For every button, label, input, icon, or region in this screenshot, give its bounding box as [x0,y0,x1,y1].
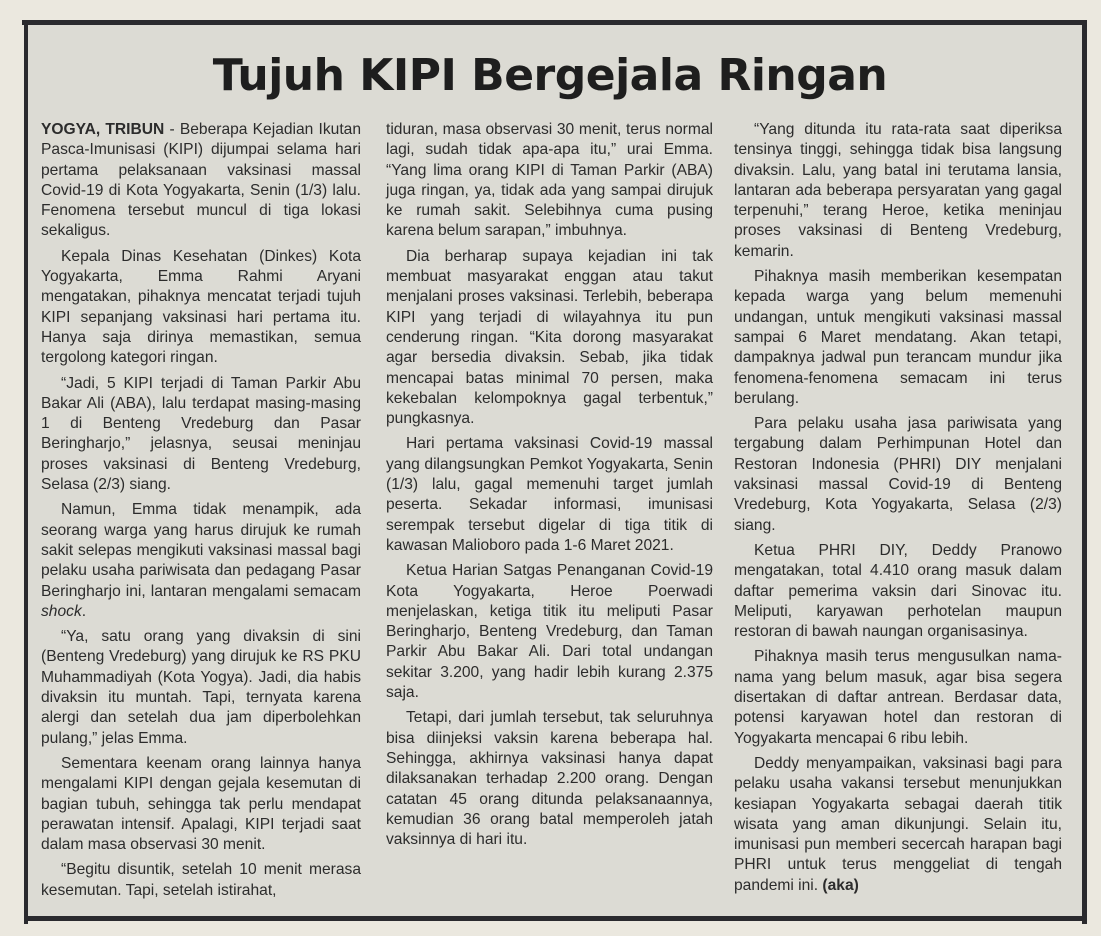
paragraph: “Begitu disuntik, setelah 10 menit merasa kesemutan. Tapi, setelah istirahat, [41,861,361,899]
paragraph [734,754,1062,896]
paragraph: Ketua Harian Satgas Penanganan Covid-19 Kota Yogyakarta, Heroe Poerwadi menjelaskan, ketiga titik itu meliputi Pasar Beringharjo, Benteng Vredeburg, dan Taman Parkir Abu Bakar Ali. Dari total undangan sekitar 3.200, yang hadir lebih kurang 2.375 saja. [386,562,713,702]
column-2 [386,120,713,855]
paragraph-text: Deddy menyampaikan, vaksinasi bagi para pelaku usaha vakansi tersebut menunjukkan kesiapan Yogyakarta sebagai daerah titik wisata yang aman dikunjungi. Selain itu, imunisasi pun memberi secercah harapan bagi PHRI untuk terus menggeliat di tengah pandemi ini. [734,754,1062,894]
paragraph: “Jadi, 5 KIPI terjadi di Taman Parkir Abu Bakar Ali (ABA), lalu terdapat masing-masing 1 di Benteng Vredeburg dan Pasar Beringharjo,” jelasnya, seusai meninjau proses vaksinasi di Benteng Vredeburg, Selasa (2/3) siang. [41,374,361,494]
author-credit: (aka) [822,876,859,894]
paragraph-text: Namun, Emma tidak menampik, ada seorang warga yang harus dirujuk ke rumah sakit selepas mengikuti vaksinasi massal bagi pelaku usaha pariwisata dan pedagang Pasar Beringharjo ini, lantaran mengalami semacam [41,501,361,600]
lead-text: - Beberapa Kejadian Ikutan Pasca-Imunisasi (KIPI) dijumpai selama hari pertama pelaksanaan vaksinasi massal Covid-19 di Kota Yogyakarta, Senin (1/3) lalu. Fenomena tersebut muncul di tiga lokasi sekaligus. [41,121,361,240]
headline: Tujuh KIPI Bergejala Ringan [212,50,888,101]
paragraph: Para pelaku usaha jasa pariwisata yang tergabung dalam Perhimpunan Hotel dan Restoran Indonesia (PHRI) DIY menjalani vaksinasi massal Covid-19 di Benteng Vredeburg, Kota Yogyakarta, Selasa (2/3) siang. [734,415,1062,534]
paragraph [41,500,361,622]
border-right [1082,20,1087,924]
paragraph: Pihaknya masih memberikan kesempatan kepada warga yang belum memenuhi undangan, untuk mengikuti vaksinasi massal sampai 6 Maret mendatang. Akan tetapi, dampaknya jadwal pun terancam mundur jika fenomena-fenomena semacam ini terus berulang. [734,268,1062,407]
paragraph: Tetapi, dari jumlah tersebut, tak seluruhnya bisa diinjeksi vaksin karena beberapa hal. Sehingga, akhirnya vaksinasi hanya dapat dilaksanakan terhadap 2.200 orang. Dengan catatan 45 orang ditunda pelaksanaannya, kemudian 36 orang batal memperoleh jatah vaksinnya di hari itu. [386,709,713,849]
paragraph: Hari pertama vaksinasi Covid-19 massal yang dilangsungkan Pemkot Yogyakarta, Senin (1/3) lalu, gagal memenuhi target jumlah peserta. Sekadar informasi, imunisasi serempak tersebut digelar di tiga titik di kawasan Malioboro pada 1-6 Maret 2021. [386,435,713,554]
paragraph: Kepala Dinas Kesehatan (Dinkes) Kota Yogyakarta, Emma Rahmi Aryani mengatakan, pihaknya mencatat terjadi tujuh KIPI sepanjang vaksinasi hari pertama itu. Hanya saja dirinya memastikan, semua tergolong kategori ringan. [41,247,361,367]
paragraph-text: . [81,602,87,620]
paragraph: “Yang ditunda itu rata-rata saat diperiksa tensinya tinggi, sehingga tidak bisa langsung divaksin. Lalu, yang batal ini terutama lansia, lantaran ada beberapa persyaratan yang gagal terpenuhi,” terang Heroe, ketika meninjau proses vaksinasi di Benteng Vredeburg, kemarin. [734,121,1062,260]
border-bottom [24,916,1087,921]
paragraph: tiduran, masa observasi 30 menit, terus normal lagi, sudah tidak apa-apa itu,” urai Emma. “Yang lima orang KIPI di Taman Parkir (ABA) juga ringan, ya, tidak ada yang sampai dirujuk ke rumah sakit. Selebihnya cuma pusing karena belum sarapan,” imbuhnya. [386,121,713,240]
paragraph: Pihaknya masih terus mengusulkan nama-nama yang belum masuk, agar bisa segera disertakan di daftar antrean. Berdasar data, potensi karyawan hotel dan restoran di Yogyakarta mencapai 6 ribu lebih. [734,648,1062,747]
paragraph: Sementara keenam orang lainnya hanya mengalami KIPI dengan gejala kesemutan di bagian tubuh, sehingga tak perlu mendapat perawatan intensif. Apalagi, KIPI terjadi saat dalam masa observasi 30 menit. [41,754,361,854]
column-3 [734,120,1062,901]
italic-word: shock [41,602,82,620]
paragraph: Ketua PHRI DIY, Deddy Pranowo mengatakan, total 4.410 orang masuk dalam daftar pemerima vaksin dari Sinovac itu. Meliputi, karyawan perhotelan maupun restoran di bawah naungan organisasinya. [734,541,1062,641]
column-1 [41,120,361,906]
lead-paragraph [41,120,361,242]
paragraph: Dia berharap supaya kejadian ini tak membuat masyarakat enggan atau takut menjalani proses vaksinasi. Terlebih, beberapa KIPI yang terjadi di wilayahnya itu pun cenderung ringan. “Kita dorong masyarakat agar bersedia divaksin. Sebab, jika tidak mencapai batas minimal 70 persen, maka kekebalan kelompoknya gagal terbentuk,” pungkasnya. [386,247,713,428]
paragraph: “Ya, satu orang yang divaksin di sini (Benteng Vredeburg) yang dirujuk ke RS PKU Muhammadiyah (Kota Yogya). Jadi, dia habis divaksin itu muntah. Tapi, ternyata karena alergi dan setelah dua jam diperbolehkan pulang,” jelas Emma. [41,628,361,747]
dateline: YOGYA, TRIBUN [41,121,165,138]
